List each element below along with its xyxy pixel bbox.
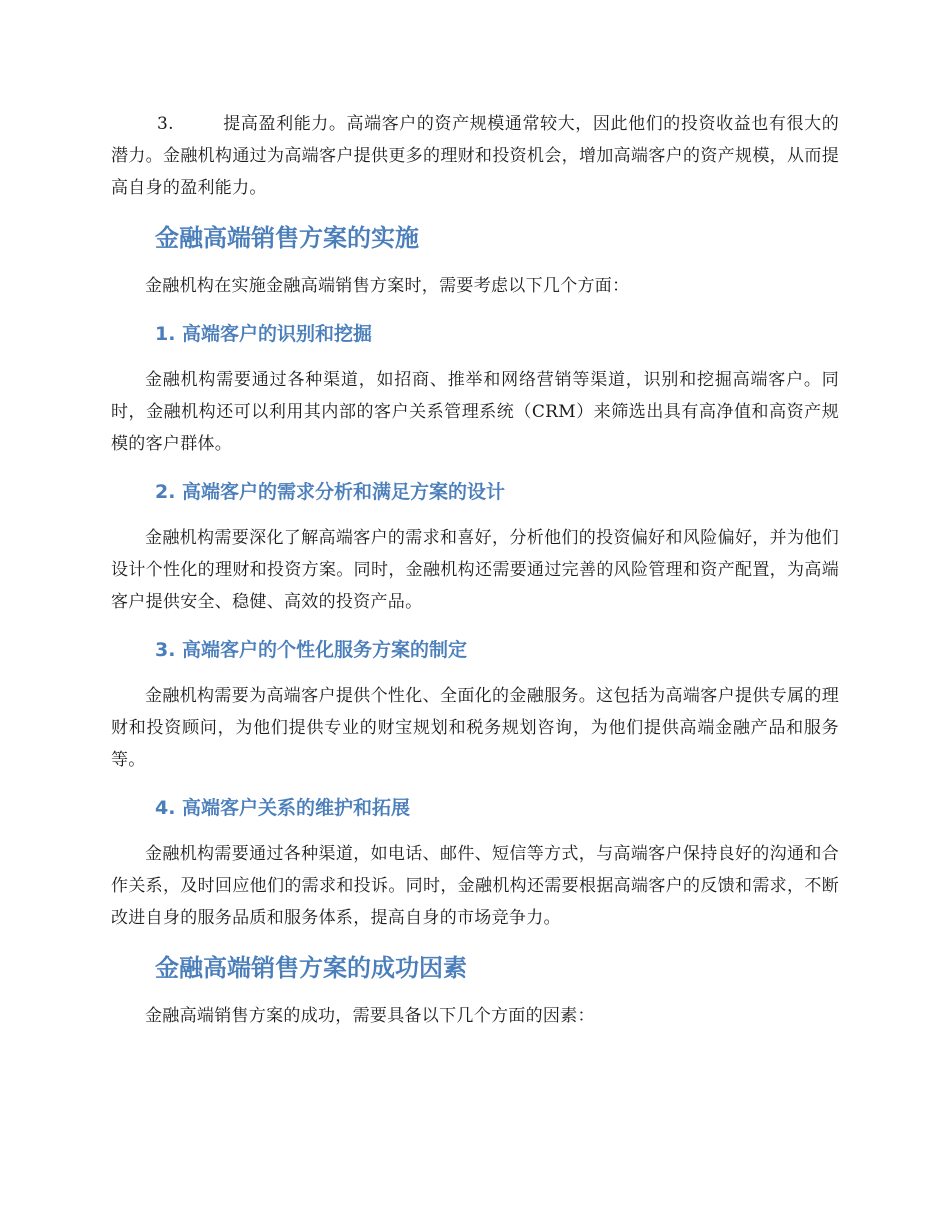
list-item-3 (111, 108, 839, 204)
subsection-body-3: 金融机构需要为高端客户提供个性化、全面化的金融服务。这包括为高端客户提供专属的理财和投资顾问，为他们提供专业的财宝规划和税务规划咨询，为他们提供高端金融产品和服务等。 (111, 686, 839, 770)
subsection-body-4: 金融机构需要通过各种渠道，如电话、邮件、短信等方式，与高端客户保持良好的沟通和合作关系，及时回应他们的需求和投诉。同时，金融机构还需要根据高端客户的反馈和需求，不断改进自身的服务品质和服务体系，提高自身的市场竞争力。 (111, 844, 839, 928)
subsection-heading-4: 4. 高端客户关系的维护和拓展 (155, 797, 411, 819)
section-heading-success-factors: 金融高端销售方案的成功因素 (155, 954, 467, 982)
list-item-text: 提高盈利能力。高端客户的资产规模通常较大，因此他们的投资收益也有很大的潜力。金融机构通过为高端客户提供更多的理财和投资机会，增加高端客户的资产规模，从而提高自身的盈利能力。 (111, 114, 839, 198)
subsection-heading-2: 2. 高端客户的需求分析和满足方案的设计 (155, 481, 506, 503)
section-intro-implementation: 金融机构在实施金融高端销售方案时，需要考虑以下几个方面： (145, 276, 630, 296)
subsection-heading-1: 1. 高端客户的识别和挖掘 (155, 323, 373, 345)
section-intro-success-factors: 金融高端销售方案的成功，需要具备以下几个方面的因素： (145, 1006, 595, 1026)
list-number: 3. (157, 114, 174, 134)
subsection-body-2: 金融机构需要深化了解高端客户的需求和喜好，分析他们的投资偏好和风险偏好，并为他们设计个性化的理财和投资方案。同时，金融机构还需要通过完善的风险管理和资产配置，为高端客户提供安全、稳健、高效的投资产品。 (111, 528, 839, 612)
section-heading-implementation: 金融高端销售方案的实施 (155, 224, 419, 252)
subsection-heading-3: 3. 高端客户的个性化服务方案的制定 (155, 639, 468, 661)
subsection-body-1: 金融机构需要通过各种渠道，如招商、推举和网络营销等渠道，识别和挖掘高端客户。同时，金融机构还可以利用其内部的客户关系管理系统（CRM）来筛选出具有高净值和高资产规模的客户群体。 (111, 370, 839, 454)
